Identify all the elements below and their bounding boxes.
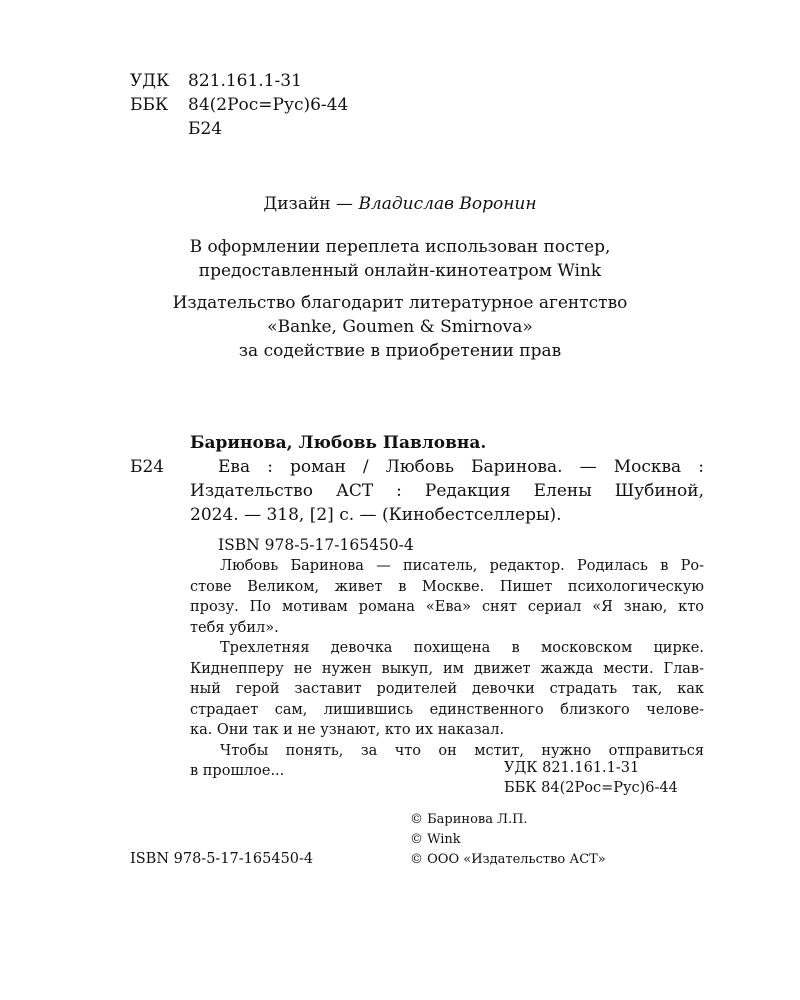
author-heading: Баринова, Любовь Павловна. (190, 433, 487, 453)
agency-thanks (0, 291, 800, 363)
bottom-udk: УДК 821.161.1-31 (504, 760, 640, 776)
record-isbn: ISBN 978-5-17-165450-4 (218, 536, 414, 554)
bbk-value: 84(2Рос=Рус)6-44 (188, 95, 349, 115)
poster-line-2: предоставленный онлайн-кинотеатром Wink (198, 261, 602, 281)
poster-line-1: В оформлении переплета использован постер, (189, 237, 611, 257)
bottom-bbk: ББК 84(2Рос=Рус)6-44 (504, 780, 678, 796)
annotation-line: стове Великом, живет в Москве. Пишет психологическую (190, 578, 704, 595)
annotation-line: Любовь Баринова — писатель, редактор. Родилась в Ро- (220, 558, 704, 574)
thanks-line-3: за содействие в приобретении прав (238, 341, 562, 361)
udk-row (130, 69, 302, 93)
udk-label: УДК (130, 71, 170, 91)
poster-credit (0, 235, 800, 283)
record-line-1: Ева : роман / Любовь Баринова. — Москва : (218, 457, 704, 477)
annotation (190, 556, 704, 782)
annotation-line: ный герой заставит родителей девочки страдать так, как (190, 681, 704, 697)
copyright-notices (410, 810, 606, 870)
design-label: Дизайн — (263, 194, 359, 214)
author-mark: Б24 (188, 119, 223, 139)
annotation-line: тебя убил». (190, 619, 279, 636)
record-line-2: Издательство АСТ : Редакция Елены Шубиной, (190, 481, 704, 501)
designer-name: Владислав Воронин (358, 194, 537, 214)
bbk-row (130, 93, 348, 117)
thanks-line-1: Издательство благодарит литературное агентство (172, 293, 628, 313)
annotation-line: Киднепперу не нужен выкуп, им движет жажда мести. Глав- (190, 660, 704, 677)
record-line-3: 2024. — 318, [2] с. — (Кинобестселлеры). (190, 505, 562, 525)
thanks-line-2: «Banke, Goumen & Smirnova» (267, 317, 533, 337)
annotation-line: в прошлое... (190, 763, 285, 779)
bottom-codes (504, 758, 678, 798)
annotation-line: Трехлетняя девочка похищена в московском цирке. (220, 640, 704, 656)
record-mark: Б24 (130, 457, 165, 477)
bbk-label: ББК (130, 95, 169, 115)
annotation-line: ка. Они так и не узнают, кто их наказал. (190, 722, 505, 738)
copyright-wink: © Wink (410, 832, 461, 847)
annotation-line: страдает сам, лишившись единственного близкого челове- (190, 701, 704, 718)
copyright-publisher: © ООО «Издательство АСТ» (410, 852, 606, 867)
copyright-author: © Баринова Л.П. (410, 812, 528, 827)
isbn-bottom: ISBN 978-5-17-165450-4 (130, 851, 314, 867)
design-credit (0, 192, 800, 216)
annotation-line: прозу. По мотивам романа «Ева» снят сериал «Я знаю, кто (190, 599, 704, 615)
annotation-line: Чтобы понять, за что он мстит, нужно отправиться (220, 742, 704, 759)
udk-value: 821.161.1-31 (188, 71, 302, 91)
